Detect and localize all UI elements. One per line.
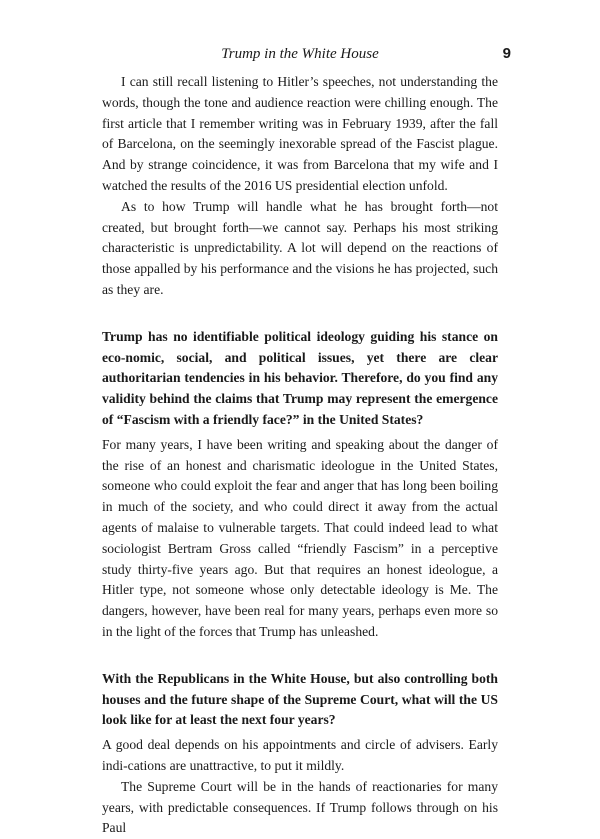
page-body [102, 72, 498, 839]
body-paragraph: As to how Trump will handle what he has brought forth—not created, but brought forth—we cannot say. Perhaps his most striking characteristic is unpredictability. A lot will depend on the reactions of those appalled by his performance and the visions he has projected, such as they are. [102, 198, 498, 297]
running-head [0, 44, 600, 64]
interview-answer: The Supreme Court will be in the hands of reactionaries for many years, with predictable consequences. If Trump follows through on his Paul [102, 778, 498, 836]
running-title: Trump in the White House [221, 46, 379, 62]
body-paragraph: I can still recall listening to Hitler’s speeches, not understanding the words, though the tone and audience reaction were chilling enough. The first article that I remember writing was in February 1939, after the fall of Barcelona, on the seemingly inexorable spread of the Fascist plague. And by strange coincidence, it was from Barcelona that my wife and I watched the results of the 2016 US presidential election unfold. [102, 74, 498, 193]
page-number: 9 [502, 45, 511, 62]
interview-question: With the Republicans in the White House, but also controlling both houses and the future shape of the Supreme Court, what will the US look like for at least the next four years? [102, 670, 498, 728]
interview-question: Trump has no identifiable political ideology guiding his stance on eco-nomic, social, and political issues, yet there are clear authoritarian tendencies in his behavior. Therefore, do you find any validity behind the claims that Trump may represent the emergence of “Fascism with a friendly face?” in the United States? [102, 328, 498, 427]
interview-answer: A good deal depends on his appointments and circle of advisers. Early indi-cations are unattractive, to put it mildly. [102, 737, 498, 773]
interview-answer: For many years, I have been writing and speaking about the danger of the rise of an honest and charismatic ideologue in the United States, someone who could exploit the fear and anger that has long been boiling in much of the society, and who could direct it away from the actual agents of malaise to vulnerable targets. That could indeed lead to what sociologist Bertram Gross called “friendly Fascism” in a perceptive study thirty-five years ago. But that requires an honest ideologue, a Hitler type, not someone whose only detectable ideology is Me. The dangers, however, have been real for many years, perhaps even more so in the light of the forces that Trump has unleashed. [102, 436, 498, 639]
